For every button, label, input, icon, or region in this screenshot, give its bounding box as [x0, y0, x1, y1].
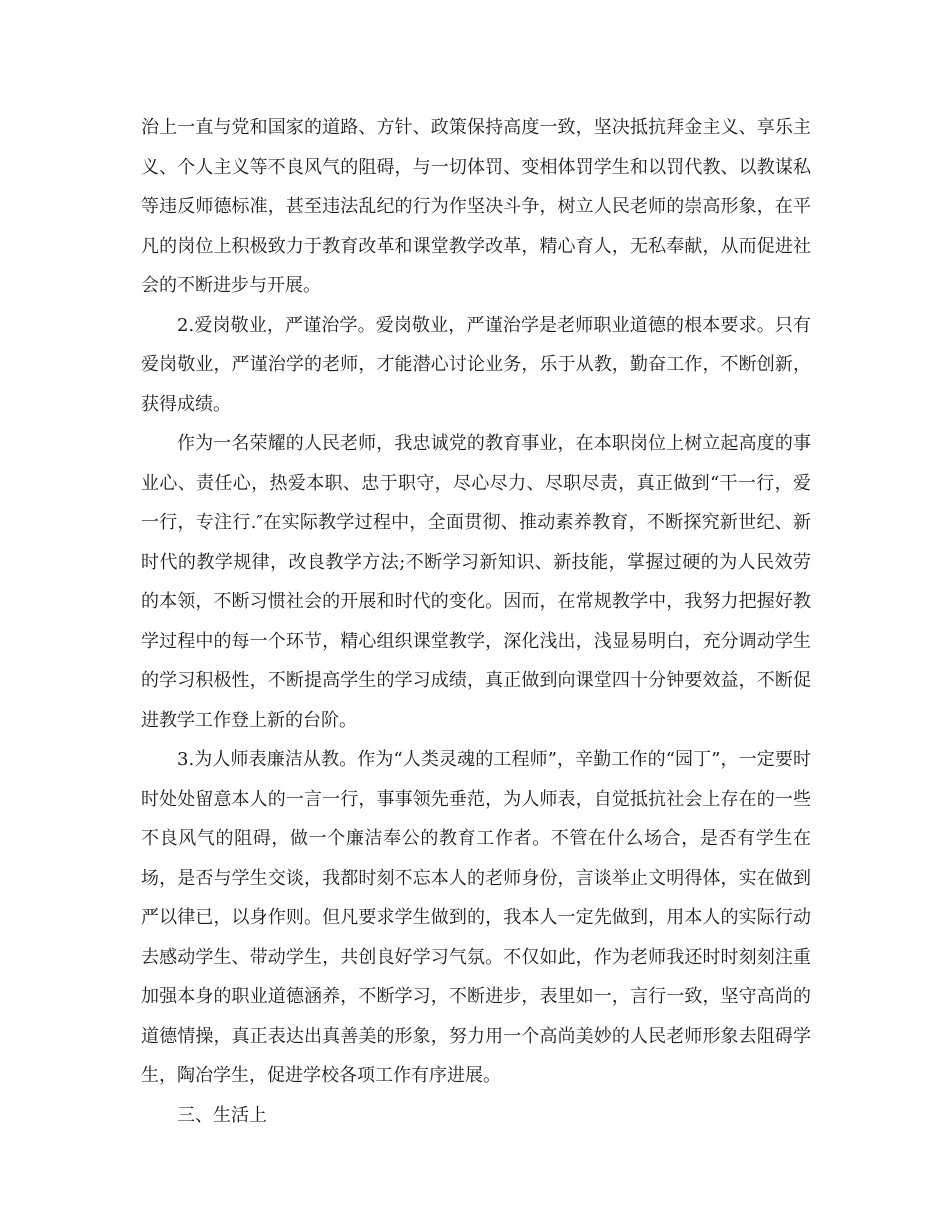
document-body — [141, 108, 811, 1135]
paragraph-integrity: 3.为人师表廉洁从教。作为“人类灵魂的工程师”，辛勤工作的“园丁”，一定要时时处处留意本人的一言一行，事事领先垂范，为人师表，自觉抵抗社会上存在的一些不良风气的阻碍，做一个廉洁奉公的教育工作者。不管在什么场合，是否有学生在场，是否与学生交谈，我都时刻不忘本人的老师身份，言谈举止文明得体，实在做到严以律已，以身作则。但凡要求学生做到的，我本人一定先做到，用本人的实际行动去感动学生、带动学生，共创良好学习气氛。不仅如此，作为老师我还时时刻刻注重加强本身的职业道德涵养，不断学习，不断进步，表里如一，言行一致，坚守高尚的道德情操，真正表达出真善美的形象，努力用一个高尚美妙的人民老师形象去阻碍学生，陶冶学生，促进学校各项工作有序进展。 — [141, 749, 811, 1086]
paragraph-dedication: 2.爱岗敬业，严谨治学。爱岗敬业，严谨治学是老师职业道德的根本要求。只有爱岗敬业，严谨治学的老师，才能潜心讨论业务，乐于从教，勤奋工作，不断创新，获得成绩。 — [141, 314, 811, 415]
section-heading-life: 三、生活上 — [177, 1104, 267, 1126]
paragraph-politics-continued: 治上一直与党和国家的道路、方针、政策保持高度一致，坚决抵抗拜金主义、享乐主义、个人主义等不良风气的阻碍，与一切体罚、变相体罚学生和以罚代教、以教谋私等违反师德标准，甚至违法乱纪的行为作坚决斗争，树立人民老师的崇高形象，在平凡的岗位上积极致力于教育改革和课堂教学改革，精心育人，无私奉献，从而促进社会的不断进步与开展。 — [141, 117, 811, 296]
paragraph-teaching-practice: 作为一名荣耀的人民老师，我忠诚党的教育事业，在本职岗位上树立起高度的事业心、责任心，热爱本职、忠于职守，尽心尽力、尽职尽责，真正做到“干一行，爱一行，专注行.″在实际教学过程中，全面贯彻、推动素养教育，不断探究新世纪、新时代的教学规律，改良教学方法;不断学习新知识、新技能，掌握过硬的为人民效劳的本领，不断习惯社会的开展和时代的变化。因而，在常规教学中，我努力把握好教学过程中的每一个环节，精心组织课堂教学，深化浅出，浅显易明白，充分调动学生的学习积极性，不断提高学生的学习成绩，真正做到向课堂四十分钟要效益，不断促进教学工作登上新的台阶。 — [141, 433, 811, 731]
